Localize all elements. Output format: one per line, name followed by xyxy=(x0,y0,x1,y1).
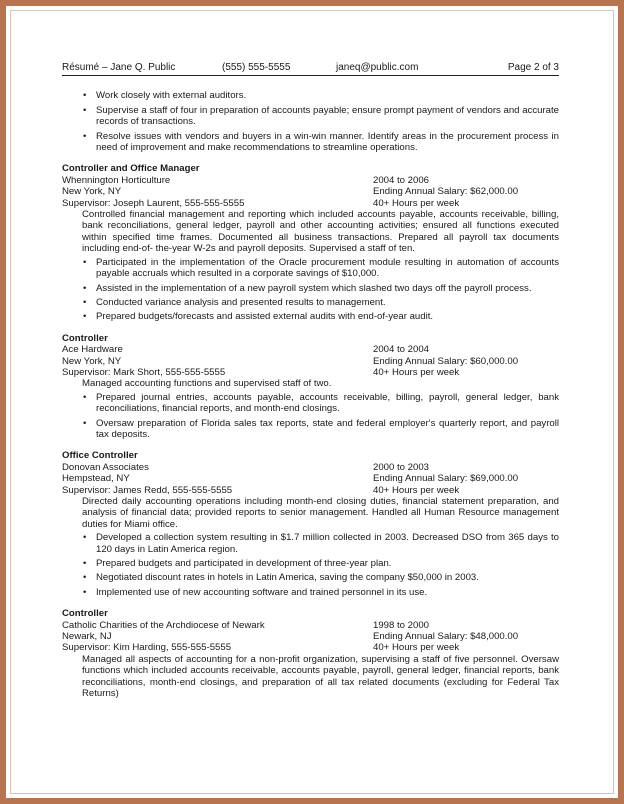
header-page-number: Page 2 of 3 xyxy=(507,62,559,73)
job-salary: Ending Annual Salary: $48,000.00 xyxy=(373,631,519,643)
list-item: • Work closely with external auditors. xyxy=(62,90,559,101)
header-email: janeq@public.com xyxy=(336,62,419,73)
page-header xyxy=(62,62,559,76)
job-salary: Ending Annual Salary: $62,000.00 xyxy=(373,186,519,198)
job-row xyxy=(62,175,559,186)
list-item: • Prepared budgets/forecasts and assisted external audits with end-of-year audit. xyxy=(62,311,559,322)
job-entry xyxy=(62,163,559,322)
job-row xyxy=(62,642,559,653)
job-entry xyxy=(62,450,559,598)
job-hours: 40+ Hours per week xyxy=(373,484,460,496)
resume-page xyxy=(62,62,559,702)
job-row xyxy=(62,198,559,209)
list-item: • Developed a collection system resulting in $1.7 million collected in 2003. Decreased DSO from 365 days to 120 days in Latin America region. xyxy=(62,532,559,555)
job-description: Directed daily accounting operations including month-end closing duties, financial statement preparation, and analysis of financial data; provided reports to senior management. Handled all Human Resource management duties for Miami office. xyxy=(82,496,559,530)
header-phone: (555) 555-5555 xyxy=(222,62,291,73)
job-entry xyxy=(62,333,559,441)
job-location: Hempstead, NY xyxy=(62,473,130,485)
job-bullet-list xyxy=(62,392,559,441)
job-row xyxy=(62,186,559,197)
list-item: • Implemented use of new accounting software and trained personnel in its use. xyxy=(62,587,559,598)
list-item: • Prepared budgets and participated in development of three-year plan. xyxy=(62,558,559,569)
job-description: Managed accounting functions and supervised staff of two. xyxy=(82,378,332,390)
job-company: Donovan Associates xyxy=(62,461,149,473)
job-location: Newark, NJ xyxy=(62,631,112,643)
job-location: New York, NY xyxy=(62,186,122,198)
header-name: Résumé – Jane Q. Public xyxy=(62,62,176,73)
job-title: Controller xyxy=(62,332,108,344)
list-item: • Supervise a staff of four in preparation of accounts payable; ensure prompt payment of vendors and accurate records of transactions. xyxy=(62,105,559,128)
job-supervisor: Supervisor: Mark Short, 555-555-5555 xyxy=(62,366,226,378)
job-company: Ace Hardware xyxy=(62,344,123,356)
job-location: New York, NY xyxy=(62,355,122,367)
job-description: Controlled financial management and reporting which included accounts payable, accounts receivable, billing, bank reconciliations, general ledger, payroll and other accounting activities; ensured all functions executed within specified time frames. Documented all business transactions. Prepared all payroll tax documents including end-of- the-year W-2s and payroll deposits. Supervised a staff of ten. xyxy=(82,209,559,255)
job-title: Controller and Office Manager xyxy=(62,163,200,175)
job-dates: 2000 to 2003 xyxy=(373,461,430,473)
job-hours: 40+ Hours per week xyxy=(373,197,460,209)
list-item: • Oversaw preparation of Florida sales tax reports, state and federal employer's quarterly report, and payroll tax deposits. xyxy=(62,418,559,441)
list-item: • Resolve issues with vendors and buyers in a win-win manner. Identify areas in the procurement process in need of improvement and make recommendations to streamline operations. xyxy=(62,131,559,154)
job-dates: 1998 to 2000 xyxy=(373,619,430,631)
list-item: • Participated in the implementation of the Oracle procurement module resulting in automation of accounts payable accruals which resulted in a corporate savings of $10,000. xyxy=(62,257,559,280)
list-item: • Conducted variance analysis and presented results to management. xyxy=(62,297,559,308)
job-hours: 40+ Hours per week xyxy=(373,642,460,654)
job-supervisor: Supervisor: James Redd, 555-555-5555 xyxy=(62,484,233,496)
intro-bullet-list xyxy=(62,90,559,153)
job-dates: 2004 to 2004 xyxy=(373,344,430,356)
list-item: • Prepared journal entries, accounts payable, accounts receivable, billing, payroll, general ledger, bank reconciliations, financial reports, and month-end closings. xyxy=(62,392,559,415)
job-company: Catholic Charities of the Archdiocese of Newark xyxy=(62,619,265,631)
job-company: Whennington Horticulture xyxy=(62,174,171,186)
job-dates: 2004 to 2006 xyxy=(373,174,430,186)
job-row xyxy=(62,631,559,642)
job-entry xyxy=(62,608,559,699)
job-row xyxy=(62,356,559,367)
list-item: • Assisted in the implementation of a new payroll system which slashed two days off the payroll process. xyxy=(62,283,559,294)
job-supervisor: Supervisor: Kim Harding, 555-555-5555 xyxy=(62,642,232,654)
job-salary: Ending Annual Salary: $69,000.00 xyxy=(373,473,519,485)
job-row xyxy=(62,485,559,496)
list-item: • Negotiated discount rates in hotels in Latin America, saving the company $50,000 in 2003. xyxy=(62,572,559,583)
job-row xyxy=(62,620,559,631)
job-title: Office Controller xyxy=(62,450,138,462)
job-title: Controller xyxy=(62,608,108,620)
job-hours: 40+ Hours per week xyxy=(373,366,460,378)
job-row xyxy=(62,473,559,484)
job-row xyxy=(62,367,559,378)
job-description: Managed all aspects of accounting for a non-profit organization, supervising a staff of five personnel. Oversaw functions which included accounts receivable, accounts payable, payroll, general ledger, financial reports, bank reconciliations, month-end closings, and preparation of all tax related documents (excluding for Federal Tax Returns) xyxy=(82,653,559,700)
job-row xyxy=(62,344,559,355)
job-supervisor: Supervisor: Joseph Laurent, 555-555-5555 xyxy=(62,197,245,209)
job-salary: Ending Annual Salary: $60,000.00 xyxy=(373,355,519,367)
job-row xyxy=(62,462,559,473)
job-bullet-list xyxy=(62,257,559,323)
job-bullet-list xyxy=(62,532,559,598)
